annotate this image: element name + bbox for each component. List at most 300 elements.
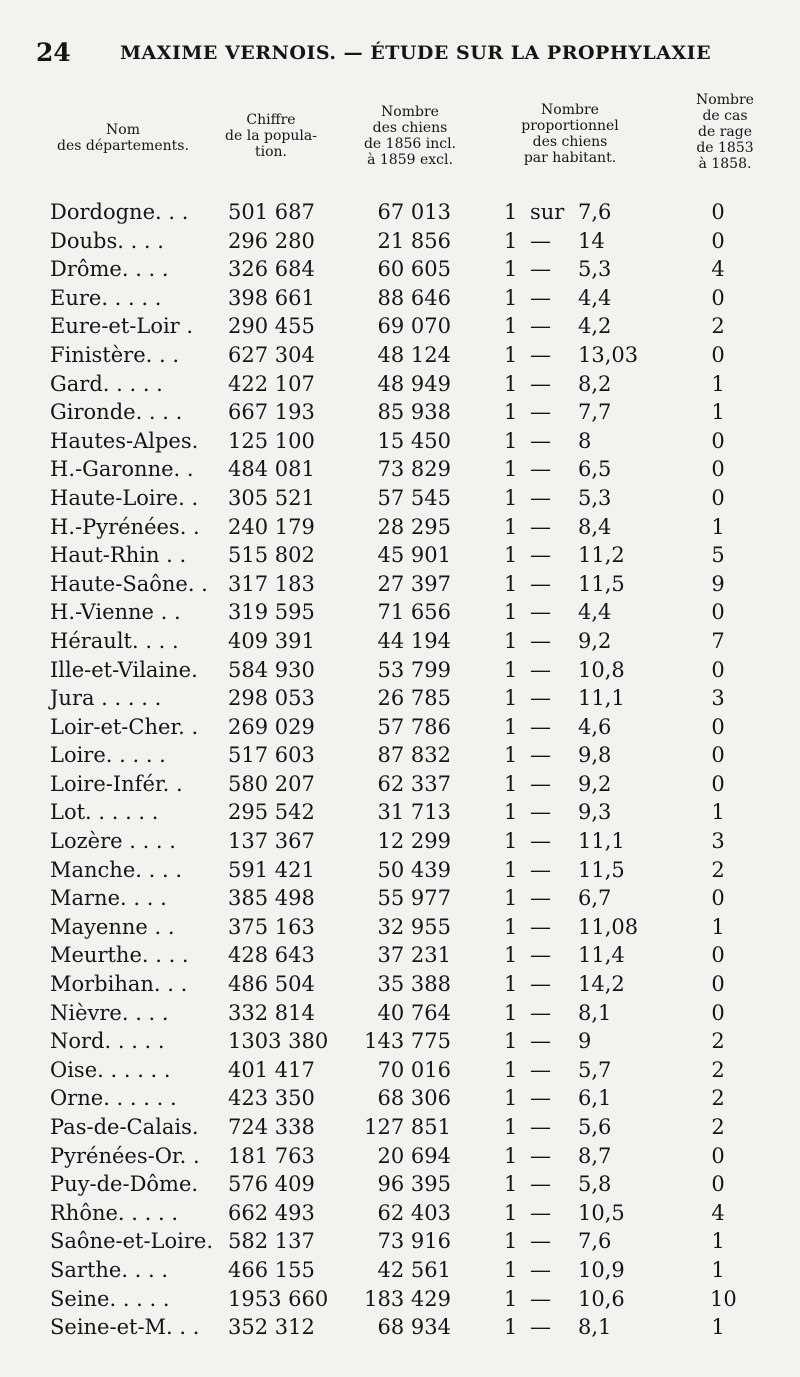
population-value: 398 661 <box>228 285 315 310</box>
department-name: Haute-Loire. . <box>50 485 199 510</box>
rabies-cases: 2 <box>711 314 725 339</box>
ratio-value: 5,3 <box>578 485 612 510</box>
ratio-one: 1 <box>504 1143 518 1168</box>
ratio-value: 11,2 <box>578 543 625 568</box>
ratio-one: 1 <box>504 485 518 510</box>
ratio-one: 1 <box>504 1200 518 1225</box>
table-row <box>0 284 800 313</box>
population-value: 580 207 <box>228 771 315 796</box>
table-row <box>0 598 800 627</box>
dog-count: 88 646 <box>377 285 451 310</box>
header-dept: Nom des départements. <box>57 122 189 154</box>
ratio-one: 1 <box>504 228 518 253</box>
ratio-one: 1 <box>504 914 518 939</box>
dog-count: 70 016 <box>377 1057 451 1082</box>
rabies-cases: 1 <box>711 400 725 425</box>
department-name: Orne. . . . . . <box>50 1086 177 1111</box>
population-value: 724 338 <box>228 1115 315 1139</box>
department-name: Oise. . . . . . <box>50 1057 171 1082</box>
ratio-value: 6,7 <box>578 886 612 911</box>
ratio-one: 1 <box>504 571 518 596</box>
ratio-value: 10,5 <box>578 1200 625 1225</box>
population-value: 181 763 <box>228 1143 315 1168</box>
ratio-one: 1 <box>504 743 518 768</box>
ratio-separator: — <box>530 686 551 711</box>
ratio-value: 5,3 <box>578 257 612 282</box>
rabies-cases: 0 <box>711 1000 725 1025</box>
table-row <box>0 312 800 341</box>
ratio-separator: — <box>530 714 551 739</box>
ratio-value: 5,6 <box>578 1115 612 1139</box>
population-value: 1303 380 <box>228 1029 329 1054</box>
ratio-one: 1 <box>504 200 518 224</box>
rabies-cases: 0 <box>711 342 725 367</box>
population-value: 591 421 <box>228 857 315 882</box>
population-value: 401 417 <box>228 1057 315 1082</box>
dog-count: 20 694 <box>377 1143 451 1168</box>
dog-count: 48 124 <box>377 342 451 367</box>
population-value: 290 455 <box>228 314 315 339</box>
rabies-cases: 0 <box>711 743 725 768</box>
population-value: 627 304 <box>228 342 315 367</box>
table-row <box>0 1113 800 1142</box>
table-row <box>0 656 800 685</box>
ratio-value: 8,4 <box>578 514 612 539</box>
dog-count: 44 194 <box>377 628 451 653</box>
population-value: 240 179 <box>228 514 315 539</box>
population-value: 422 107 <box>228 371 315 396</box>
dog-count: 73 916 <box>377 1229 451 1254</box>
rabies-cases: 3 <box>711 686 725 711</box>
department-name: Loire-Infér. . <box>50 771 183 796</box>
ratio-one: 1 <box>504 285 518 310</box>
page-header <box>0 38 800 78</box>
rabies-cases: 0 <box>711 428 725 453</box>
ratio-one: 1 <box>504 886 518 911</box>
ratio-value: 11,1 <box>578 829 625 854</box>
department-name: Gard. . . . . <box>50 371 163 396</box>
department-name: Seine. . . . . <box>50 1286 170 1311</box>
department-name: Puy-de-Dôme. <box>50 1172 199 1197</box>
dog-count: 53 799 <box>377 657 451 682</box>
rabies-cases: 1 <box>711 1229 725 1254</box>
table-row <box>0 427 800 456</box>
department-name: Dordogne. . . <box>50 200 189 224</box>
rabies-cases: 0 <box>711 228 725 253</box>
rabies-cases: 0 <box>711 1143 725 1168</box>
table-row <box>0 1084 800 1113</box>
dog-count: 57 545 <box>377 485 451 510</box>
ratio-separator: — <box>530 571 551 596</box>
population-value: 375 163 <box>228 914 315 939</box>
table-row <box>0 884 800 913</box>
dog-count: 67 013 <box>377 200 451 224</box>
department-name: Doubs. . . . <box>50 228 164 253</box>
dog-count: 42 561 <box>377 1257 451 1282</box>
ratio-value: 7,6 <box>578 200 612 224</box>
department-name: Marne. . . . <box>50 886 167 911</box>
ratio-one: 1 <box>504 1315 518 1340</box>
rabies-cases: 0 <box>711 485 725 510</box>
dog-count: 96 395 <box>377 1172 451 1197</box>
ratio-value: 11,5 <box>578 571 625 596</box>
dog-count: 45 901 <box>377 543 451 568</box>
dog-count: 27 397 <box>377 571 451 596</box>
header-population: Chiffre de la popula- tion. <box>225 112 317 160</box>
rabies-cases: 0 <box>711 943 725 968</box>
department-name: Eure-et-Loir . <box>50 314 194 339</box>
ratio-one: 1 <box>504 1286 518 1311</box>
population-value: 295 542 <box>228 800 315 825</box>
ratio-separator: — <box>530 857 551 882</box>
dog-count: 32 955 <box>377 914 451 939</box>
ratio-value: 11,4 <box>578 943 625 968</box>
dog-count: 68 934 <box>377 1315 451 1340</box>
table-row <box>0 741 800 770</box>
header-ratio: Nombre proportionnel des chiens par habitant. <box>521 102 619 166</box>
ratio-one: 1 <box>504 943 518 968</box>
dog-count: 50 439 <box>377 857 451 882</box>
ratio-one: 1 <box>504 1000 518 1025</box>
rabies-cases: 2 <box>711 857 725 882</box>
ratio-separator: — <box>530 1257 551 1282</box>
rabies-cases: 1 <box>711 371 725 396</box>
population-value: 428 643 <box>228 943 315 968</box>
department-name: Ille-et-Vilaine. <box>50 657 198 682</box>
rabies-cases: 1 <box>711 514 725 539</box>
ratio-one: 1 <box>504 543 518 568</box>
ratio-one: 1 <box>504 686 518 711</box>
department-name: Hérault. . . . <box>50 628 179 653</box>
table-row <box>0 798 800 827</box>
table-row <box>0 941 800 970</box>
table-row <box>0 513 800 542</box>
dog-count: 15 450 <box>377 428 451 453</box>
dog-count: 26 785 <box>377 686 451 711</box>
ratio-one: 1 <box>504 857 518 882</box>
dog-count: 28 295 <box>377 514 451 539</box>
ratio-one: 1 <box>504 1229 518 1254</box>
department-name: H.-Vienne . . <box>50 600 181 625</box>
ratio-value: 7,6 <box>578 1229 612 1254</box>
ratio-one: 1 <box>504 1172 518 1197</box>
ratio-separator: — <box>530 1229 551 1254</box>
ratio-value: 8,2 <box>578 371 612 396</box>
ratio-one: 1 <box>504 428 518 453</box>
ratio-value: 10,9 <box>578 1257 625 1282</box>
ratio-value: 11,1 <box>578 686 625 711</box>
ratio-one: 1 <box>504 1257 518 1282</box>
rabies-cases: 0 <box>711 714 725 739</box>
population-value: 515 802 <box>228 543 315 568</box>
table-row <box>0 827 800 856</box>
department-table <box>0 198 800 1342</box>
ratio-value: 7,7 <box>578 400 612 425</box>
rabies-cases: 3 <box>711 829 725 854</box>
ratio-value: 10,8 <box>578 657 625 682</box>
rabies-cases: 7 <box>711 628 725 653</box>
ratio-value: 6,1 <box>578 1086 612 1111</box>
department-name: Nièvre. . . . <box>50 1000 169 1025</box>
header-dogs: Nombre des chiens de 1856 incl. à 1859 excl. <box>363 104 457 168</box>
ratio-value: 4,2 <box>578 314 612 339</box>
table-row <box>0 455 800 484</box>
ratio-value: 13,03 <box>578 342 639 367</box>
ratio-separator: — <box>530 628 551 653</box>
ratio-separator: — <box>530 257 551 282</box>
ratio-value: 5,8 <box>578 1172 612 1197</box>
population-value: 385 498 <box>228 886 315 911</box>
rabies-cases: 2 <box>711 1086 725 1111</box>
ratio-value: 4,6 <box>578 714 612 739</box>
department-name: Gironde. . . . <box>50 400 183 425</box>
population-value: 501 687 <box>228 200 315 224</box>
dog-count: 69 070 <box>377 314 451 339</box>
ratio-one: 1 <box>504 314 518 339</box>
rabies-cases: 1 <box>711 1315 725 1340</box>
ratio-separator: — <box>530 1000 551 1025</box>
population-value: 486 504 <box>228 972 315 997</box>
rabies-cases: 1 <box>711 800 725 825</box>
ratio-one: 1 <box>504 257 518 282</box>
table-row <box>0 1227 800 1256</box>
table-row <box>0 770 800 799</box>
department-name: Manche. . . . <box>50 857 182 882</box>
dog-count: 62 403 <box>377 1200 451 1225</box>
dog-count: 12 299 <box>377 829 451 854</box>
table-row <box>0 370 800 399</box>
rabies-cases: 2 <box>711 1115 725 1139</box>
header-rabies: Nombre de cas de rage de 1853 à 1858. <box>696 92 754 172</box>
ratio-separator: — <box>530 1115 551 1139</box>
ratio-separator: — <box>530 972 551 997</box>
dog-count: 73 829 <box>377 457 451 482</box>
dog-count: 85 938 <box>377 400 451 425</box>
ratio-one: 1 <box>504 714 518 739</box>
population-value: 466 155 <box>228 1257 315 1282</box>
department-name: Morbihan. . . <box>50 972 188 997</box>
dog-count: 21 856 <box>377 228 451 253</box>
rabies-cases: 4 <box>711 257 725 282</box>
ratio-separator: — <box>530 600 551 625</box>
ratio-separator: — <box>530 886 551 911</box>
dog-count: 62 337 <box>377 771 451 796</box>
ratio-value: 5,7 <box>578 1057 612 1082</box>
department-name: H.-Garonne. . <box>50 457 194 482</box>
department-name: Pas-de-Calais. <box>50 1115 199 1139</box>
ratio-separator: — <box>530 514 551 539</box>
table-row <box>0 856 800 885</box>
department-name: Saône-et-Loire. <box>50 1229 214 1254</box>
ratio-separator: — <box>530 228 551 253</box>
population-value: 423 350 <box>228 1086 315 1111</box>
ratio-value: 8 <box>578 428 592 453</box>
population-value: 296 280 <box>228 228 315 253</box>
ratio-separator: — <box>530 285 551 310</box>
ratio-separator: — <box>530 1172 551 1197</box>
table-row <box>0 1170 800 1199</box>
table-row <box>0 198 800 227</box>
dog-count: 35 388 <box>377 972 451 997</box>
ratio-value: 6,5 <box>578 457 612 482</box>
ratio-one: 1 <box>504 628 518 653</box>
ratio-value: 8,7 <box>578 1143 612 1168</box>
ratio-value: 11,5 <box>578 857 625 882</box>
ratio-separator: — <box>530 743 551 768</box>
department-name: Haute-Saône. . <box>50 571 208 596</box>
rabies-cases: 0 <box>711 771 725 796</box>
page-number: 24 <box>36 38 71 67</box>
ratio-one: 1 <box>504 1057 518 1082</box>
dog-count: 127 851 <box>364 1115 451 1139</box>
department-name: Rhône. . . . . <box>50 1200 179 1225</box>
ratio-separator: — <box>530 771 551 796</box>
population-value: 582 137 <box>228 1229 315 1254</box>
ratio-separator: — <box>530 400 551 425</box>
table-row <box>0 913 800 942</box>
population-value: 576 409 <box>228 1172 315 1197</box>
ratio-separator: sur <box>530 200 565 224</box>
ratio-separator: — <box>530 914 551 939</box>
ratio-one: 1 <box>504 1086 518 1111</box>
ratio-separator: — <box>530 1286 551 1311</box>
ratio-separator: — <box>530 1086 551 1111</box>
ratio-one: 1 <box>504 800 518 825</box>
dog-count: 143 775 <box>364 1029 451 1054</box>
department-name: Loir-et-Cher. . <box>50 714 199 739</box>
ratio-value: 8,1 <box>578 1000 612 1025</box>
table-row <box>0 484 800 513</box>
population-value: 517 603 <box>228 743 315 768</box>
dog-count: 183 429 <box>364 1286 451 1311</box>
table-row <box>0 684 800 713</box>
dog-count: 57 786 <box>377 714 451 739</box>
rabies-cases: 0 <box>711 886 725 911</box>
ratio-value: 9,3 <box>578 800 612 825</box>
table-row <box>0 627 800 656</box>
population-value: 317 183 <box>228 571 315 596</box>
table-row <box>0 1256 800 1285</box>
population-value: 125 100 <box>228 428 315 453</box>
dog-count: 48 949 <box>377 371 451 396</box>
department-name: Seine-et-M. . . <box>50 1315 200 1340</box>
table-row <box>0 1027 800 1056</box>
population-value: 584 930 <box>228 657 315 682</box>
table-row <box>0 970 800 999</box>
ratio-separator: — <box>530 1057 551 1082</box>
department-name: Loire. . . . . <box>50 743 166 768</box>
population-value: 409 391 <box>228 628 315 653</box>
ratio-one: 1 <box>504 371 518 396</box>
ratio-one: 1 <box>504 457 518 482</box>
table-row <box>0 570 800 599</box>
ratio-one: 1 <box>504 1029 518 1054</box>
department-name: Mayenne . . <box>50 914 175 939</box>
population-value: 1953 660 <box>228 1286 329 1311</box>
ratio-separator: — <box>530 1200 551 1225</box>
department-name: Hautes-Alpes. <box>50 428 199 453</box>
department-name: Haut-Rhin . . <box>50 543 187 568</box>
table-row <box>0 398 800 427</box>
ratio-value: 10,6 <box>578 1286 625 1311</box>
ratio-value: 9,8 <box>578 743 612 768</box>
rabies-cases: 0 <box>711 457 725 482</box>
department-name: Finistère. . . <box>50 342 180 367</box>
department-name: Lot. . . . . . <box>50 800 159 825</box>
ratio-value: 14 <box>578 228 605 253</box>
rabies-cases: 0 <box>711 1172 725 1197</box>
dog-count: 87 832 <box>377 743 451 768</box>
ratio-separator: — <box>530 371 551 396</box>
table-row <box>0 341 800 370</box>
department-name: Eure. . . . . <box>50 285 162 310</box>
population-value: 326 684 <box>228 257 315 282</box>
table-row <box>0 255 800 284</box>
dog-count: 71 656 <box>377 600 451 625</box>
table-row <box>0 713 800 742</box>
ratio-one: 1 <box>504 771 518 796</box>
ratio-separator: — <box>530 1029 551 1054</box>
ratio-value: 4,4 <box>578 600 612 625</box>
ratio-one: 1 <box>504 972 518 997</box>
dog-count: 31 713 <box>377 800 451 825</box>
ratio-value: 14,2 <box>578 972 625 997</box>
rabies-cases: 1 <box>711 914 725 939</box>
rabies-cases: 0 <box>711 285 725 310</box>
population-value: 484 081 <box>228 457 315 482</box>
table-row <box>0 1199 800 1228</box>
ratio-separator: — <box>530 457 551 482</box>
ratio-separator: — <box>530 829 551 854</box>
ratio-one: 1 <box>504 600 518 625</box>
ratio-separator: — <box>530 314 551 339</box>
ratio-one: 1 <box>504 829 518 854</box>
ratio-value: 11,08 <box>578 914 639 939</box>
table-row <box>0 1056 800 1085</box>
ratio-value: 9,2 <box>578 771 612 796</box>
rabies-cases: 0 <box>711 200 725 224</box>
dog-count: 55 977 <box>377 886 451 911</box>
ratio-separator: — <box>530 1143 551 1168</box>
population-value: 137 367 <box>228 829 315 854</box>
rabies-cases: 5 <box>711 543 725 568</box>
table-row <box>0 1313 800 1342</box>
ratio-one: 1 <box>504 657 518 682</box>
rabies-cases: 0 <box>711 972 725 997</box>
table-row <box>0 541 800 570</box>
population-value: 332 814 <box>228 1000 315 1025</box>
department-name: Drôme. . . . <box>50 257 169 282</box>
ratio-separator: — <box>530 485 551 510</box>
ratio-one: 1 <box>504 342 518 367</box>
running-head: MAXIME VERNOIS. — ÉTUDE SUR LA PROPHYLAXIE <box>120 42 712 64</box>
department-name: H.-Pyrénées. . <box>50 514 200 539</box>
dog-count: 68 306 <box>377 1086 451 1111</box>
ratio-separator: — <box>530 543 551 568</box>
ratio-one: 1 <box>504 514 518 539</box>
dog-count: 40 764 <box>377 1000 451 1025</box>
rabies-cases: 0 <box>711 657 725 682</box>
population-value: 319 595 <box>228 600 315 625</box>
population-value: 298 053 <box>228 686 315 711</box>
ratio-separator: — <box>530 1315 551 1340</box>
dog-count: 37 231 <box>377 943 451 968</box>
rabies-cases: 1 <box>711 1257 725 1282</box>
department-name: Nord. . . . . <box>50 1029 165 1054</box>
rabies-cases: 0 <box>711 600 725 625</box>
rabies-cases: 2 <box>711 1029 725 1054</box>
department-name: Sarthe. . . . <box>50 1257 169 1282</box>
